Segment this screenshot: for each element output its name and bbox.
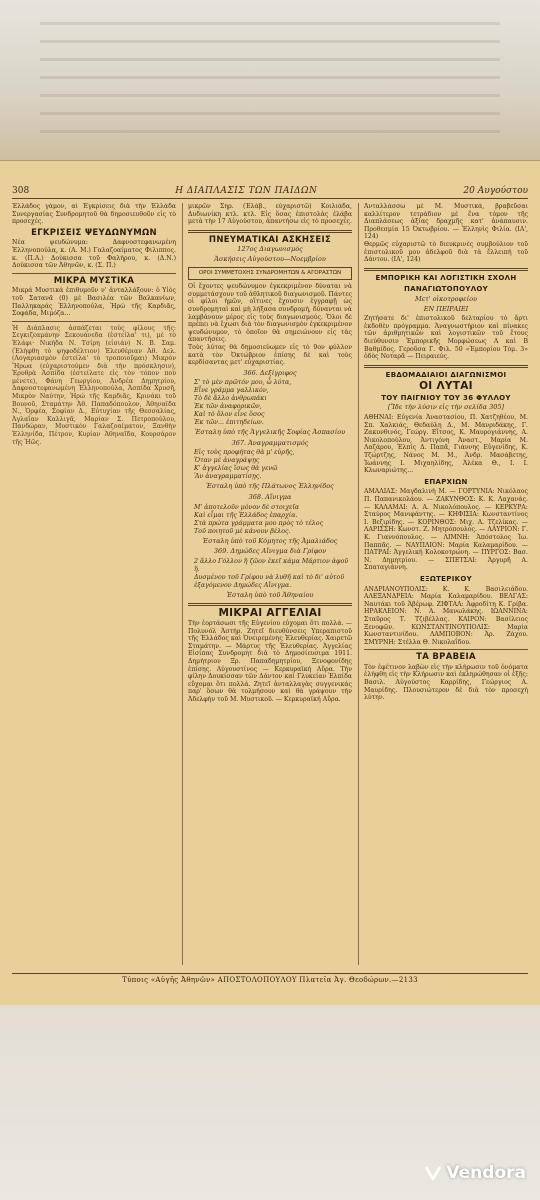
egkriseis-text: Νέα ψευδώνυμα: Δαφνοστεφανωμένη Ἐλληνοπούλα, κ. (Α. Μ.) Γαλαζοαίματος Φιλιππος. κ. (Π.Α.) Δούκισσα τοῦ Φαλήρου, κ. (Δ.Ν.) Δούκισσα τῶν Ἀθηνῶν, κ. (Σ. Π.) (12, 239, 176, 270)
puzzle-367-author: Ἐσταλη ὑπὸ τῆς Πλάτωνος Ἑλληνίδος (206, 482, 334, 491)
col2-top-text: μικρῶν Σηρ. (Ἐλάβ., εὐχαριστῶ) Κοιλιάδα, Δυδιωνίκη κτλ. κτλ. Εἰς ὅσας ἐπιστολὰς ἐλάβα μετὰ τὴν 17 Αὐγούστου, ἀπαντήσω εἰς τὸ προσεχές. (188, 203, 352, 226)
col3-top-text: Ἀνταλλάσσω μὲ Μ. Μυστικά, βραβεῦσαι καλλίτερον τετράδιον μὲ ἕνα τόμον τῆς Διαπλάσεως ἀξίας δραχμῆς κατ' ἀνάπαυσιν. Προθεσμία 15 Ὀκτωβρίου. — Ἑλληνὶς Φιλία. (ΙΑ', 124) (364, 203, 528, 241)
vraveia-text: Τὸν ἐφέτινον λαβὼν εἰς τὴν κλήρωσιν τοῦ ὀνόματα ἐλήφθη εἰς τὴν Κλήρωσιν καὶ ἐκληρώθησαν οἱ ἑξῆς: Βασιλ. Αὐγούστος Καρρίδης, Γεώργιος Α. Μαυρίδης. Πλουσιώτερον δὲ διὰ τὸν προσεχή λύτην. (364, 663, 528, 702)
eparchiai-text: ΑΜΑΛΙΑΣ: Μαγδαλινὴ Μ. — ΓΟΡΤΥΝΙΑ: Νικόλαος Π. Παπανικολάου. — ΖΑΚΥΝΘΟΣ: Κ. Κ. Λαχανάς. — ΚΑΛΑΜΑΙ: Α. Α. Νικολόπουλος. — ΚΕΡΚΥΡΑ: Σταύρος Μανιφάντης. — ΚΗΦΙΣΙΑ: Κωνσταντίνος Ι. Βεζιρίδης. — ΚΟΡΙΝΘΟΣ: Μιχ. Α. Τζελίκας. — ΛΑΡΙΣΣΗ: Κωνστ. Ζ. Μητρόπουλος. — ΛΑΥΡΙΟΝ: Γ. Κ. Γιαννόπουλος. — ΛΙΜΝΗ: Ἀπόστολος Ἰω. Παππᾶς. — ΝΑΥΠΛΙΟΝ: Μαρία Καλαμαρίδου. — ΠΑΤΡΑΙ: Ἀγγελική Κολοκοτρώνη. — ΠΥΡΓΟΣ: Βασ. Ν. Δημητρίου. — ΣΠΕΤΣΑΙ: Ἀργυρῆ Α. Σπαταγιάννη. (364, 488, 528, 572)
puzzle-368-lines: Μ' ἀποτελοῦν μόνον δὲ στοιχεῖα Καὶ εἶμαι τῆς Ἑλλάδος ἐπαρχία. Στὰ πρώτα γράμματα μου πρὸς τὸ τέλος Τοῦ ποιητοῦ μὲ κάνουν βέλος. (194, 503, 324, 535)
heading-eparchiai: ΕΠΑΡΧΙΩΝ (424, 477, 468, 486)
heading-aggeliai: ΜΙΚΡΑΙ ΑΓΓΕΛΙΑΙ (218, 607, 322, 620)
puzzle-367-title: 367. Ἀναγραμματισμός (231, 438, 309, 447)
rules-box: ΟΡΟΙ ΣΥΜΜΕΤΟΧΗΣ ΣΥΝΔΡΟΜΗΤΩΝ & ΑΓΟΡΑΣΤΩΝ (188, 267, 352, 281)
athinai-text: ΑΘΗΝΑΙ: Εὐγενία Ἀναστασίου, Π. Χατζηθέου, Μ. Σπ. Χαλκιάς, Θεδαύλη Δ., Μ. Μανριδάκης, Γ. Ζακυνθινός, Γεώργ. Εἴτσος, Κ. Μαυρογιάννης, Α. Νικολοπούλου, Ἀντιγόνη Ἀναστ., Μαρία Μ. Λαζάρου, Ἐλπίς Δ. Παπᾶ, Γιάννης Εὐγενίδης, Κ. Τζώρτζης, Νάνος Μ. Μ., Ἀνδρ. Μασάβετης, Ἰωάννης Ι. Μιχαηλίδης, Ἀλέκα Θ., Ι. Ι. Κλωναριώτης... (364, 414, 528, 475)
greetings-text: Ἡ Διάπλασις ἀσπάζεται τοὺς φίλους τῆς: Σεγκιζεαμάνην Σεκουάνεδα (ἐστείλα' τι), μὲ τὸ Ἐλάφι· Νικήδα Ν. Τσίρη (εἰσιάν) Ν. Β. Σαμ. (Ἐλήφθη τὸ ψηφοδέλτιον) Ἐλευθέριαν Ἀθ. Δελ. (Λογαριασμὸν ἐστείλα' τὸ τροποιοῦμαι) Μικρόν Ἥρωα (εὐχαριστούμεν διὰ τὴν πρόσκλησιν), Ἐρυθρὰ Ἀσπίδα (ἐστείλατε εἰς τὸν τόπον ποὺ μένετε), Φάνη Γεωργίου, Ἀνδρέα Δημητρίου, Δαφνοστεφανωμένη Ἐλληνοπούλα, Ἀσπίδα Χρυσῆ, Μικρὸν Ναύτην, Ἡρώ τῆς Καρδιᾶς, Κρινάκι τοῦ Βουνοῦ, Σταμάτην Ἀθ. Παπαδόπουλον, Ἀθηναϊδα Ν., Ὀρφέα, Σοφίαν Δ., Εὐτυχίαν τῆς Θεσσαλίας, Ἀγλαΐαν Καλλιγᾶ, Μαρίαν Σ. Πετροπούλου, Πανδώραν, Μυστικὸν Γαλαζοαίματον, Ξανθὴν Ἑλληνίδα, Πέτρον, Κυρίαν Ἀθηναῖδα, Κουρσάρον τῆς Ἠῶς. (12, 324, 176, 446)
col1-intro: Ἐλλάδος γάμον, αἱ Ἐγκρίσεις διὰ τὴν Ἑλλάδα Συνεργασίας Συνδρομητοῦ θὰ δημοσιευθοῦν εἰς τὸ προσεχές. (12, 203, 176, 226)
puzzle-368-author: Ἐσταλη ὑπὸ τοῦ Κόμητος τῆς Ἀμαλιάδος (202, 536, 338, 545)
lytai-note: [Ἴδε τὴν λύσιν εἰς τὴν σελίδα 305] (387, 403, 505, 412)
puzzle-366-lines: Σ' τὸ μὲν πρῶτόν μου, ὦ λύτα, Εἶνε γράμμα γαλλικόν, Τὸ δὲ ἄλλο ἀνθρωπάκι Ἐκ τῶν ἀναφορικῶν, Καὶ τὸ ὅλον εἶνε ὅσος Ἐκ τῶν... ἐπιτηδείων. (194, 379, 292, 427)
heading-mikra-mystika: ΜΙΚΡΑ ΜΥΣΤΙΚΑ (53, 275, 135, 286)
blurred-background-top (0, 0, 540, 160)
page-footer: Τύποις «Αὐγῆς Ἀθηνῶν» ΑΠΟΣΤΟΛΟΠΟΥΛΟΥ Πλατεῖα Ἁγ. Θεοδώρων.—2133 (12, 973, 528, 985)
heading-exoterikoi: ΕΞΩΤΕΡΙΚΟΥ (420, 574, 472, 583)
vendora-logo-icon (424, 1164, 442, 1182)
exoterikoi-text: ΑΝΔΡΙΑΝΟΥΠΟΛΙΣ: Κ. Κ. Βασιλειάδου. ΑΛΕΞΑΝΔΡΕΙΑ: Μαρία Καλαμαρίδου. ΒΕΛΓΑΣ: Ναυτάκι τοῦ Ἀβέρωφ. ΖΙΦΤΑΛ: Ἀφροδίτη Κ. Γρίβα. ΗΡΑΚΛΕΙΟΝ: Ν. Α. Μανωλάκης. ΙΩΑΝΝΙΝΑ: Σταῦρος Τ. Τζιβέλλας. ΚΑΙΡΟΝ: Βασίλειος Ξενοφῶν. ΚΩΝΣΤΑΝΤΙΝΟΥΠΟΛΙΣ: Μαρία Κωνσταντινίδου. ΛΑΜΠΟΒΟΝ: Ἀρ. Ζάχου. ΣΜΥΡΝΗ: Στέλλα Θ. Νικολαΐδου. (364, 585, 528, 646)
puzzle-366-author: Ἐσταλη ὑπὸ τῆς Ἀγγελικῆς Σοφίας Ἀσπασίου (194, 428, 346, 437)
column-middle (182, 203, 352, 965)
emporiki-name: ΠΑΝΑΓΙΩΤΟΠΟΥΛΟΥ (403, 285, 489, 294)
page-date: 20 Αυγούστου (463, 185, 528, 196)
page-number: 308 (12, 185, 30, 196)
vendora-watermark (424, 1163, 526, 1183)
rules-note: Τοὺς λύτας θὰ δημοσιεύωμεν εἰς τὸ 9ον φύλλον κατὰ τὸν Ὀκτώβριον ἐπίσης δὲ καὶ τοὺς κερδίσαντας μετ' εὐχαριστίας. (188, 343, 352, 367)
mikra-text: Μικρά Μυστικά ἐπιθυμοῦν ν' ἀνταλλάξουν: ὁ Υἱὸς τοῦ Σατανᾶ (0) μὲ Βασιλέα τῶν Βαλκανίων, Παλληκαράς Ἑλληνοπούλα, Ἡρώ τῆς Καρδιᾶς, Σοφάδα, Μιμόζα... (12, 287, 176, 318)
page-title: Η ΔΙΑΠΛΑΣΙΣ ΤΩΝ ΠΑΙΔΩΝ (175, 185, 318, 196)
puzzle-369-author: Ἐσταλη ὑπὸ τοῦ Ἀθηναίου (226, 590, 314, 599)
column-left (12, 203, 176, 965)
puzzle-369-title: 369. Δημώδες Αἴνιγμα διὰ Γρίφον (213, 547, 327, 556)
aggeliai-text: Τὴν ἑορτάσωσι τῆς Εὐγενίου εὐχομαι ὅτι πολλά. — Πολυνόλ Ἀστήρ. Ζητεῖ διευθύνσεις Υπεραπιστοῦ τῆς Ἑλλάδος καὶ Ὀνειρεμένης Ἐλευθερίας. Χαιρετῶ Σταμάτην. — Μάρτυς τῆς Ἐλευθερίας. Ἀγγελίας Εἰσίπας Συνδρομητ διὰ τὸ Δημοσίευσιμα 1911. Δημήτριον Ξρ. Παπαδημητρίου, Ξενοφονίδης ἐπίσης. Αὐγουστίνος — Κερκυραϊκή Αὔρα. Τὴν φίλην Δουκίσσαν τῶν Δάντον καὶ Γλυκείαν Ἐλπίδα εὔχομαι ὅτι πολλά. Ζητεῖ ἀνταλλαγὰς συγγενικάς παρ' ὅσων θὰ τολμήσουν καὶ θὰ γράψουν τὴν Ἀδελφὴν τοῦ Μ. Μυστικοῦ. — Κερκυραϊκή Αὔρα. (188, 620, 352, 703)
column-right (358, 203, 528, 965)
vendora-text: Vendora (446, 1163, 526, 1183)
contest-subtitle: Ἀσκήσεις Αὐγούστου—Νοεμβρίου (214, 254, 326, 263)
emporiki-text: Ζητήσατε δι' ἐπιστολικοῦ δελταρίου τὸ ἄρτι ἐκδοθὲν πρόγραμμα. Ἀναγνωστήριον καὶ πίνακες τῶν ἀριθμητικῶν καὶ λογιστικῶν τοῦ ἔτους διεύθυνσιν Ἐμπορικῆς Μορφώσεως Α καὶ Β Βαθμίδος. Γεροῦσα Γ. Φιλ. 50 «Ἐμπορίου Τόμ. 3» ὁδὸς Νοταρᾶ — Πειραιεύς. (364, 315, 528, 361)
puzzle-368-title: 368. Αἴνιγμα (248, 493, 292, 502)
heading-egkriseis: ΕΓΚΡΙΣΕΙΣ ΨΕΥΔΩΝΥΜΩΝ (31, 227, 157, 238)
rules-text: Οἱ ἔχοντες ψευδώνυμον ἐγκεκριμένον δύναται νὰ συμμετάσχουν τοῦ ἀθλητικοῦ διαγωνισμοῦ. Πάντες οἱ φίλοι ἡμῶν, οἵτινες ἔχουσιν ἐγγραφῇ ὡς συνδρομηταὶ καὶ μὴ λήξασα συνδρομή, δύνανται νὰ λαμβάνουν μέρος εἰς τοὺς διαγωνισμούς. Ὅλοι δὲ πρέπει νὰ ἔχωσι διὰ τὸν διαγωνισμὸν ἐγκεκριμένον ψευδώνυμον, τὸ ὁποῖον θὰ σημειώνουν εἰς τὰς ἀπαντήσεις. (188, 283, 352, 344)
heading-vraveia: ΤΑ ΒΡΑΒΕΙΑ (416, 652, 476, 663)
emporiki-location: ΕΝ ΠΕΙΡΑΙΕΙ (423, 304, 469, 313)
contest-number: 127ος Διαγωνισμός (237, 245, 303, 254)
puzzle-367-lines: Εἰς τοὺς προφήτας θὰ μ' εὐρῆς, Ὅταν μὲ ἀναγράψῃς Κ' ἀγγελίας ἴσως θὰ γενῶ Ἂν ἀναγραμματίσῃς. (194, 449, 295, 481)
puzzle-369-lines: 2 ἄλλο Γόλλον ἢ ζῶον ἐκεῖ κάμα Μάρτιον ἀφοῦ ἥ. Δυσμένου τοῦ Γρίφου νὰ λυθῆ καὶ τὸ δι' αὐτοῦ ἐξαγόμενον Δημώδες Αἴνιγμα. (194, 557, 349, 589)
col3-top-text2: Θερμῶς εὐχαριστῶ τὸ διευκρινὲς συμβούλιον τοῦ ἐπιστολικοῦ μου ἀδελφοῦ διὰ τὰ ἔλλειπή τοῦ Δάντου. (ΙΑ', 124) (364, 240, 528, 264)
newspaper-page (0, 160, 540, 1005)
puzzle-366-title: 366. Δεξίγριφος (243, 368, 297, 377)
heading-ebdomadiaioi: ΕΒΔΟΜΑΔΙΑΙΟΙ ΔΙΑΓΩΝΙΣΜΟΙ (385, 370, 507, 379)
heading-emporiki: ΕΜΠΟΡΙΚΗ ΚΑΙ ΛΟΓΙΣΤΙΚΗ ΣΧΟΛΗ (375, 273, 517, 282)
heading-pneumatikai: ΠΝΕΥΜΑΤΙΚΑΙ ΑΣΚΗΣΕΙΣ (208, 234, 332, 245)
heading-lytai: ΟΙ ΛΥΤΑΙ (419, 380, 473, 393)
heading-lytai-sub: ΤΟΥ ΠΑΙΓΝΙΟΥ ΤΟΥ 36 ΦΥΛΛΟΥ (381, 393, 511, 402)
emporiki-sub: Μετ' οἰκοτροφείου (414, 294, 477, 303)
page-header (12, 183, 528, 199)
columns (12, 203, 528, 965)
